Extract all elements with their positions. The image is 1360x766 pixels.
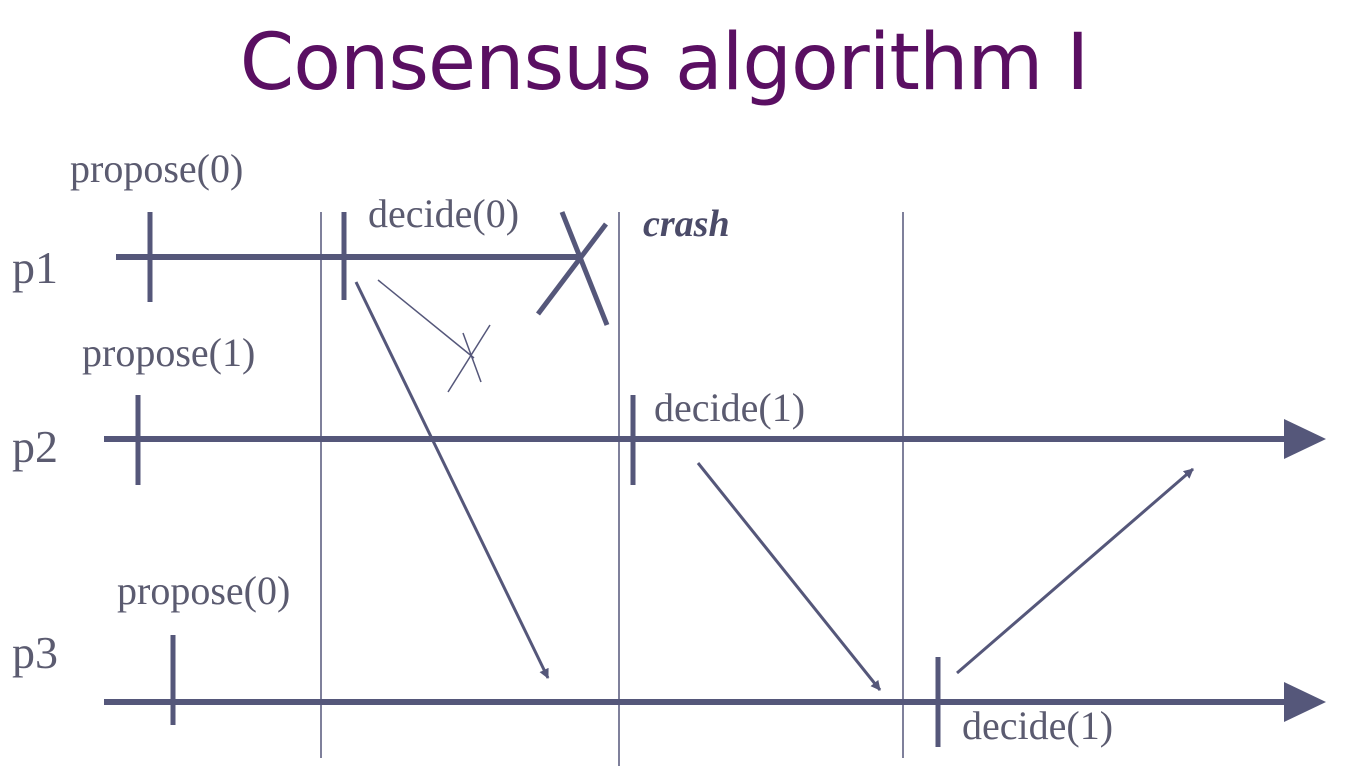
label-p2-propose: propose(1): [82, 330, 256, 375]
label-p3-decide: decide(1): [962, 703, 1114, 748]
timeline-p3-arrowhead: [1284, 682, 1326, 722]
label-p2-decide: decide(1): [654, 385, 806, 430]
label-p1-decide: decide(0): [368, 191, 520, 236]
message-p2-to-p3: [698, 463, 880, 690]
lost-message: [378, 280, 490, 392]
process-label-p1: p1: [12, 242, 58, 293]
process-label-p2: p2: [12, 421, 58, 472]
message-p3-to-p2: [957, 469, 1193, 673]
timeline-p2-arrowhead: [1284, 419, 1326, 459]
label-p1-propose: propose(0): [70, 146, 244, 191]
crash-icon: [538, 212, 607, 325]
page-title: Consensus algorithm I: [239, 18, 1089, 108]
process-label-p3: p3: [12, 627, 58, 678]
message-p1-to-p3: [356, 282, 548, 678]
label-p3-propose: propose(0): [117, 568, 291, 613]
label-crash: crash: [643, 203, 730, 245]
